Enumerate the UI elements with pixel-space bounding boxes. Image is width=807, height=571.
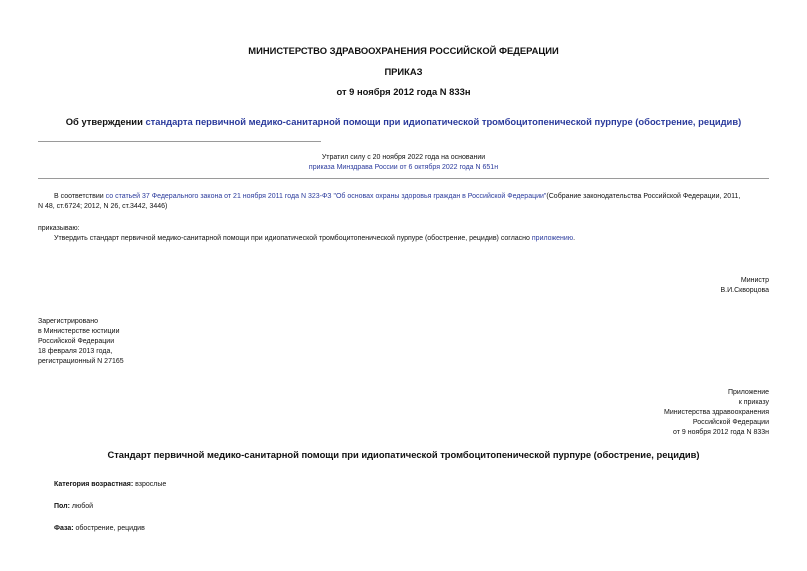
subject-link[interactable]: стандарта первичной медико-санитарной помощи при идиопатической тромбоцитопенической пурпуре (обострение, рецидив) [145, 116, 742, 127]
preamble-suffix: (Собрание законодательства Российской Федерации, 2011, [546, 193, 741, 200]
registration-line: Зарегистрировано [38, 318, 98, 325]
field-label: Пол: [54, 503, 70, 510]
order-subject [0, 116, 807, 127]
appendix-line: от 9 ноября 2012 года N 833н [673, 429, 769, 436]
registration-line: регистрационный N 27165 [38, 358, 124, 365]
field-label: Фаза: [54, 525, 74, 532]
field-phase [54, 524, 145, 534]
field-value: любой [69, 503, 94, 510]
signature-title: Министр [740, 277, 769, 284]
registration-block [38, 317, 124, 367]
doc-type: ПРИКАЗ [384, 66, 423, 77]
order-end: . [573, 235, 576, 242]
appendix-line: Российской Федерации [692, 419, 769, 426]
divider-short [38, 141, 321, 142]
divider-long [38, 178, 769, 179]
status-block [0, 153, 807, 173]
signature [721, 276, 770, 296]
field-value: обострение, рецидив [73, 525, 145, 532]
field-sex [54, 502, 93, 512]
registration-line: Российской Федерации [38, 338, 115, 345]
registration-line: в Министерстве юстиции [38, 328, 120, 335]
preamble-prefix: В соответствии [54, 193, 106, 200]
appendix-line: Приложение [727, 389, 769, 396]
signature-name: В.И.Скворцова [720, 287, 769, 294]
order-body: Утвердить стандарт первичной медико-санитарной помощи при идиопатической тромбоцитопенической пурпуре (обострение, рецидив) согласно [54, 235, 532, 242]
field-value: взрослые [133, 481, 167, 488]
preamble-line-1 [54, 192, 774, 202]
order-text [54, 234, 575, 244]
standard-title: Стандарт первичной медико-санитарной помощи при идиопатической тромбоцитопенической пурпуре (обострение, рецидив) [107, 449, 700, 460]
order-label: приказываю: [38, 225, 80, 232]
preamble [54, 192, 774, 202]
preamble-line-2: N 48, ст.6724; 2012, N 26, ст.3442, 3446) [38, 203, 168, 210]
appendix-link[interactable]: приложению [531, 235, 574, 242]
status-line: Утратил силу с 20 ноября 2022 года на основании [321, 154, 486, 161]
subject-prefix: Об утверждении [65, 116, 146, 127]
appendix-line: к приказу [738, 399, 769, 406]
preamble-link[interactable]: со статьей 37 Федерального закона от 21 ноября 2011 года N 323-ФЗ "Об основах охраны здоровья граждан в Российской Федерации" [105, 193, 547, 200]
registration-line: 18 февраля 2013 года, [38, 348, 113, 355]
ministry-title: МИНИСТЕРСТВО ЗДРАВООХРАНЕНИЯ РОССИЙСКОЙ ФЕДЕРАЦИИ [248, 45, 559, 56]
appendix-line: Министерства здравоохранения [664, 409, 769, 416]
appendix-block [664, 388, 769, 438]
field-label: Категория возрастная: [54, 481, 134, 488]
field-age [54, 480, 166, 490]
status-link[interactable]: приказа Минздрава России от 6 октября 2022 года N 651н [308, 164, 499, 171]
order-date-number: от 9 ноября 2012 года N 833н [336, 86, 471, 97]
